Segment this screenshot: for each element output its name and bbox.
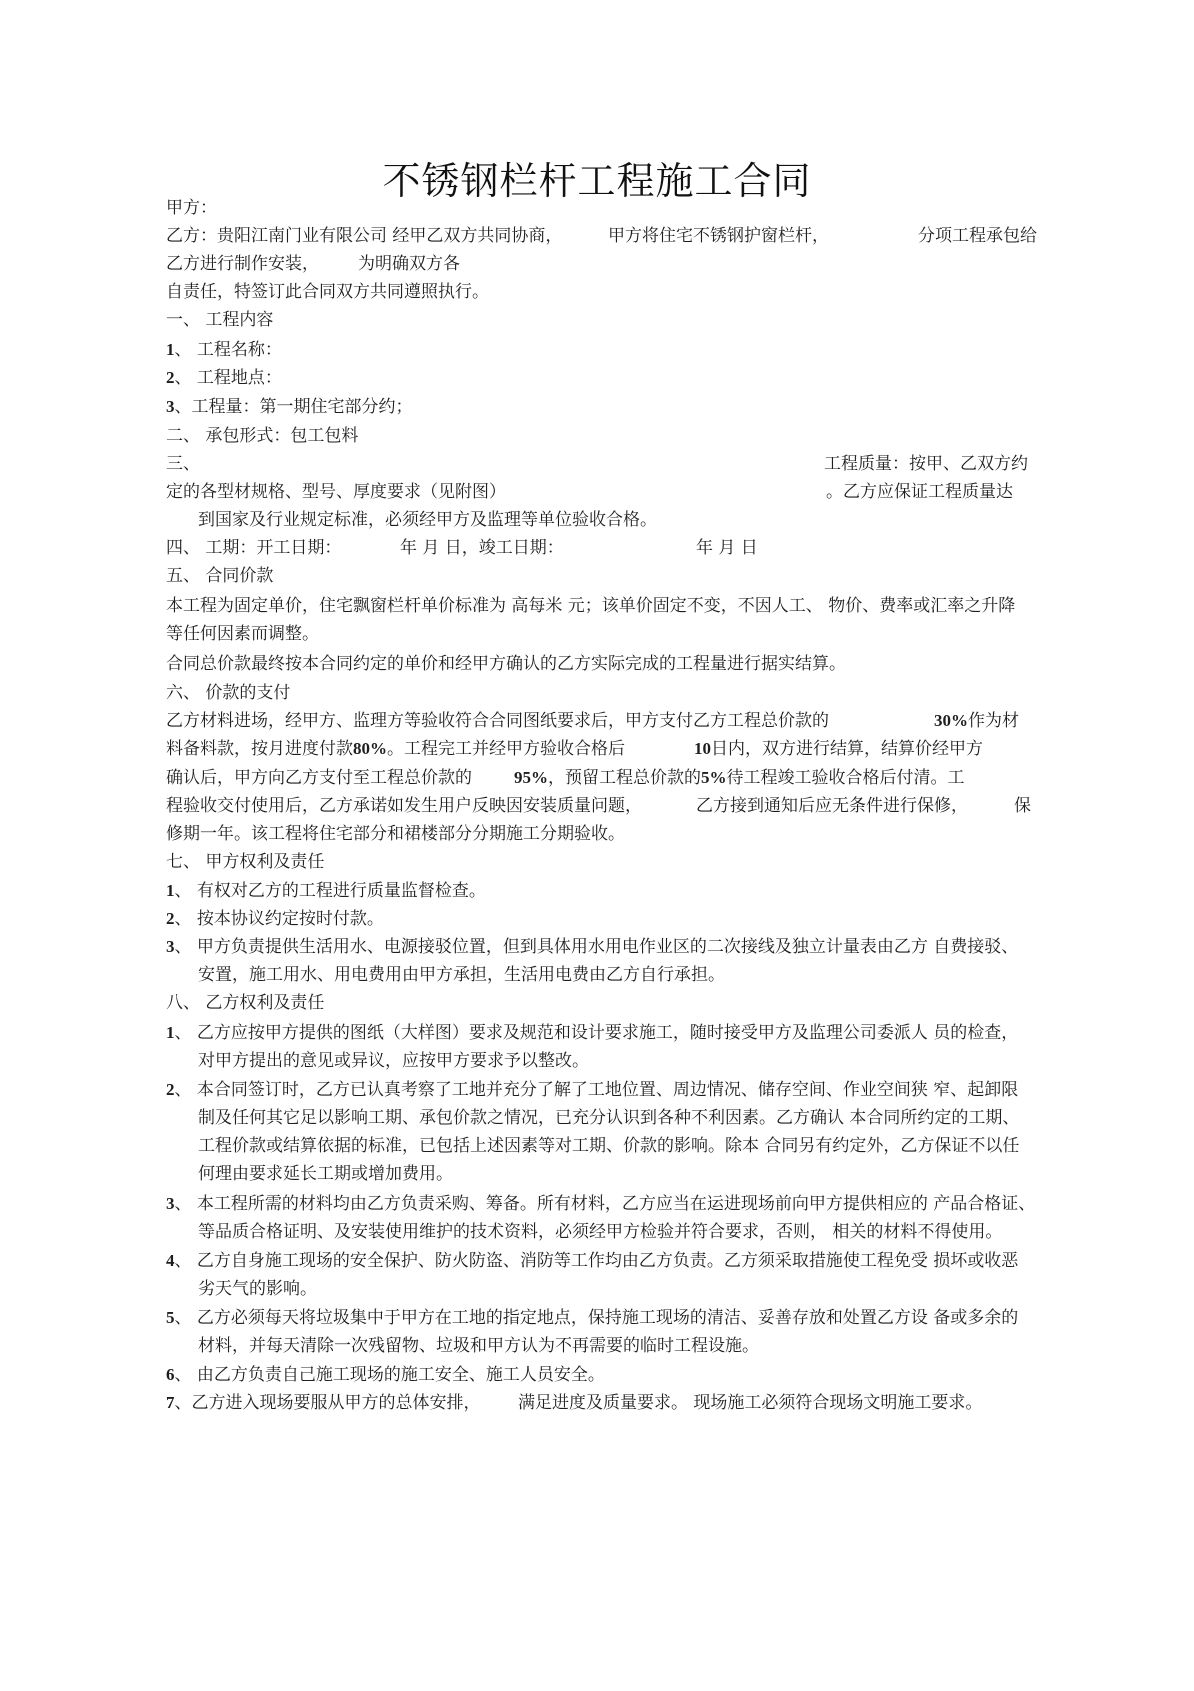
section-8-item-5-cont: 材料，并每天清除一次残留物、垃圾和甲方认为不再需要的临时工程设施。 (198, 1336, 759, 1356)
section-8-item-2-cont-1: 制及任何其它足以影响工期、承包价款之情况，已充分认识到各种不利因素。乙方确认 本合同所约定的工期、 (198, 1108, 1020, 1128)
section-7-item-3-cont: 安置，施工用水、用电费用由甲方承担，生活用电费由乙方自行承担。 (198, 965, 725, 985)
percent-value: 30% (934, 711, 968, 730)
item-number: 1 (166, 1023, 175, 1042)
item-number: 2 (166, 1080, 175, 1099)
percent-value: 80% (353, 739, 387, 758)
item-text: 、 工程地点： (174, 368, 282, 388)
item-text: 、 本工程所需的材料均由乙方负责采购、筹备。所有材料，乙方应当在运进现场前向甲方提供相应的 产品合格证、 (174, 1194, 1036, 1214)
section-2-heading: 二、 承包形式：包工包料 (166, 426, 359, 446)
item-text: 、 由乙方负责自己施工现场的施工安全、施工人员安全。 (174, 1365, 605, 1385)
item-number: 3 (166, 397, 175, 416)
section-6-line-1b: 30%作为材 (934, 711, 1019, 731)
section-5-p2: 合同总价款最终按本合同约定的单价和经甲方确认的乙方实际完成的工程量进行据实结算。 (166, 654, 846, 674)
section-6-line-2a: 料备料款，按月进度付款80%。工程完工并经甲方验收合格后 (166, 739, 625, 759)
percent-value: 95% (514, 768, 548, 787)
section-8-item-4 (166, 1249, 1018, 1273)
section-8-item-7 (166, 1391, 481, 1415)
section-6-line-3b: 95%，预留工程总价款的5%待工程竣工验收合格后付清。工 (514, 768, 965, 788)
section-4-b: 年 月 日，竣工日期： (400, 538, 564, 558)
section-6-line-2b: 10日内，双方进行结算，结算价经甲方 (694, 739, 983, 759)
section-8-heading: 八、 乙方权利及责任 (166, 993, 325, 1013)
section-3-line-1a: 三、 (166, 454, 200, 474)
item-text: 、 有权对乙方的工程进行质量监督检查。 (174, 881, 486, 901)
intro-line-2a: 乙方进行制作安装， (166, 254, 319, 274)
days-value: 10 (694, 739, 711, 758)
item-text: 、 按本协议约定按时付款。 (174, 909, 384, 929)
section-8-item-4-cont: 劣天气的影响。 (198, 1279, 317, 1299)
section-8-item-1 (166, 1021, 1018, 1045)
item-text: 、 乙方必须每天将垃圾集中于甲方在工地的指定地点，保持施工现场的清洁、妥善存放和处置乙方设 备或多余的 (174, 1308, 1019, 1328)
item-text: 、工程量：第一期住宅部分约； (174, 397, 413, 417)
item-text: 、 本合同签订时，乙方已认真考察了工地并充分了解了工地位置、周边情况、储存空间、作业空间狭 窄、起卸限 (174, 1080, 1019, 1100)
section-6-line-1a: 乙方材料进场，经甲方、监理方等验收符合合同图纸要求后，甲方支付乙方工程总价款的 (166, 711, 829, 731)
intro-line-1a: 乙方：贵阳江南门业有限公司 经甲乙双方共同协商， (166, 226, 563, 246)
intro-line-1b: 甲方将住宅不锈钢护窗栏杆， (608, 226, 829, 246)
section-7-heading: 七、 甲方权利及责任 (166, 852, 325, 872)
section-3-line-2a: 定的各型材规格、型号、厚度要求（见附图） (166, 482, 506, 502)
section-8-item-2-cont-3: 何理由要求延长工期或增加费用。 (198, 1164, 453, 1184)
item-text: 、 甲方负责提供生活用水、电源接驳位置，但到具体用水用电作业区的二次接线及独立计量表由乙方 自费接驳、 (174, 937, 1019, 957)
item-number: 1 (166, 340, 175, 359)
intro-line-3: 自责任，特签订此合同双方共同遵照执行。 (166, 282, 489, 302)
section-1-heading: 一、 工程内容 (166, 310, 274, 330)
section-6-line-5: 修期一年。该工程将住宅部分和裙楼部分分期施工分期验收。 (166, 824, 625, 844)
section-3-line-1b: 工程质量：按甲、乙双方约 (824, 454, 1028, 474)
section-6-line-4c: 保 (1014, 796, 1031, 816)
section-4-c: 年 月 日 (696, 538, 758, 558)
section-6-line-3a: 确认后，甲方向乙方支付至工程总价款的 (166, 768, 472, 788)
document-title: 不锈钢栏杆工程施工合同 (382, 159, 812, 203)
section-1-item-2 (166, 366, 282, 390)
item-text: 、 乙方自身施工现场的安全保护、防火防盗、消防等工作均由乙方负责。乙方须采取措施使工程免受 损坏或收恶 (174, 1251, 1019, 1271)
percent-value: 5% (701, 768, 727, 787)
section-7-item-2 (166, 907, 384, 931)
section-6-line-4a: 程验收交付使用后，乙方承诺如发生用户反映因安装质量问题， (166, 796, 642, 816)
intro-line-2b: 为明确双方各 (358, 254, 460, 274)
item-number: 3 (166, 1194, 175, 1213)
party-a-line: 甲方： (166, 198, 217, 218)
item-number: 5 (166, 1308, 175, 1327)
item-text: 、 工程名称： (174, 340, 282, 360)
section-3-line-3: 到国家及行业规定标准，必须经甲方及监理等单位验收合格。 (198, 510, 657, 530)
section-8-item-6 (166, 1363, 605, 1387)
section-8-item-7-b: 满足进度及质量要求。 现场施工必须符合现场文明施工要求。 (518, 1393, 983, 1413)
section-8-item-3 (166, 1192, 1035, 1216)
item-text: 、 乙方应按甲方提供的图纸（大样图）要求及规范和设计要求施工，随时接受甲方及监理公司委派人 员的检查， (174, 1023, 1019, 1043)
section-4-a: 四、 工期：开工日期： (166, 538, 342, 558)
section-8-item-1-cont: 对甲方提出的意见或异议，应按甲方要求予以整改。 (198, 1051, 589, 1071)
item-number: 4 (166, 1251, 175, 1270)
section-5-p1-line-2: 等任何因素而调整。 (166, 624, 319, 644)
item-text: 、乙方进入现场要服从甲方的总体安排， (174, 1393, 481, 1413)
intro-line-1c: 分项工程承包给 (918, 226, 1037, 246)
section-7-item-1 (166, 879, 486, 903)
item-number: 2 (166, 909, 175, 928)
section-5-p1-line-1: 本工程为固定单价，住宅飘窗栏杆单价标准为 高每米 元；该单价固定不变，不因人工、 物价、费率或汇率之升降 (166, 596, 1016, 616)
section-3-line-2b: 。乙方应保证工程质量达 (826, 482, 1013, 502)
section-1-item-3 (166, 395, 413, 419)
section-8-item-2 (166, 1078, 1018, 1102)
section-8-item-2-cont-2: 工程价款或结算依据的标准，已包括上述因素等对工期、价款的影响。除本 合同另有约定外，乙方保证不以任 (198, 1136, 1020, 1156)
section-1-item-1 (166, 338, 282, 362)
section-7-item-3 (166, 935, 1018, 959)
section-6-line-4b: 乙方接到通知后应无条件进行保修， (696, 796, 968, 816)
item-number: 3 (166, 937, 175, 956)
item-number: 1 (166, 881, 175, 900)
section-8-item-5 (166, 1306, 1018, 1330)
item-number: 6 (166, 1365, 175, 1384)
section-8-item-3-cont: 等品质合格证明、及安装使用维护的技术资料，必须经甲方检验并符合要求，否则， 相关的材料不得使用。 (198, 1222, 1003, 1242)
section-6-heading: 六、 价款的支付 (166, 683, 291, 703)
item-number: 2 (166, 368, 175, 387)
section-5-heading: 五、 合同价款 (166, 566, 274, 586)
item-number: 7 (166, 1393, 175, 1412)
